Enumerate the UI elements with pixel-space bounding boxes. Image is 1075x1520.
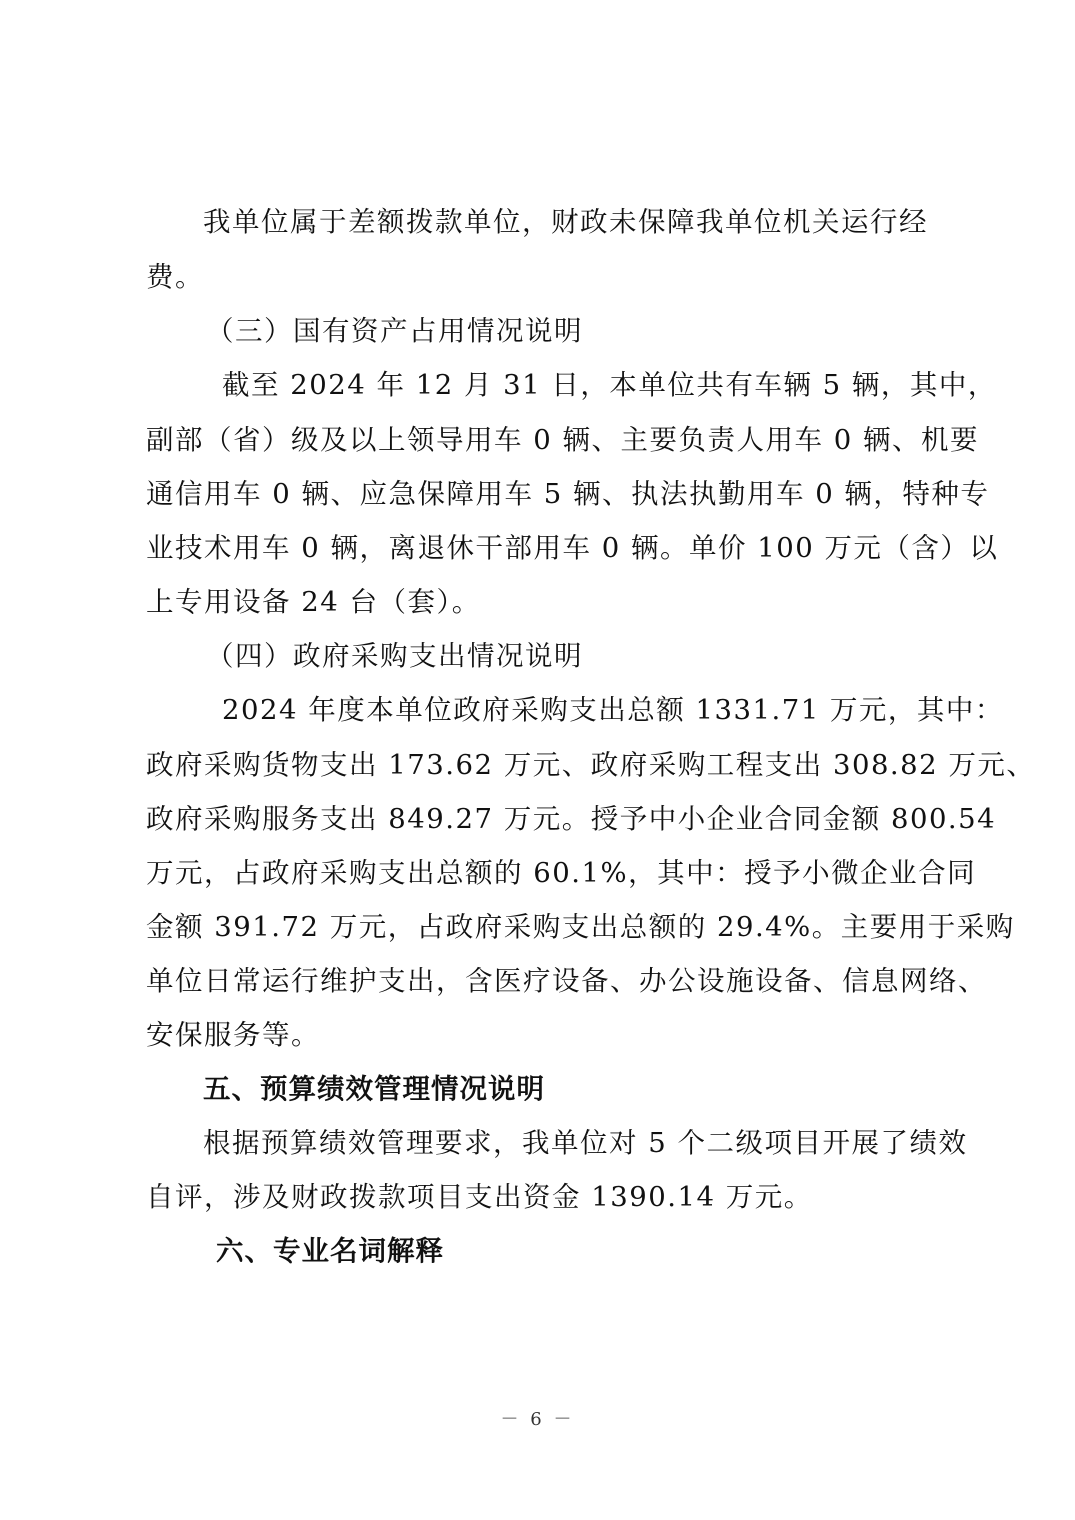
paragraph-line: 单位日常运行维护支出，含医疗设备、办公设施设备、信息网络、 xyxy=(146,965,987,997)
paragraph-line: 截至 2024 年 12 月 31 日，本单位共有车辆 5 辆，其中， xyxy=(222,369,997,401)
paragraph-line: 上专用设备 24 台（套）。 xyxy=(146,586,481,618)
paragraph-line: 自评，涉及财政拨款项目支出资金 1390.14 万元。 xyxy=(146,1181,813,1213)
paragraph-line: 安保服务等。 xyxy=(146,1019,320,1051)
paragraph-line: 2024 年度本单位政府采购支出总额 1331.71 万元，其中： xyxy=(222,694,1004,726)
paragraph-line: 业技术用车 0 辆，离退休干部用车 0 辆。单价 100 万元（含）以 xyxy=(146,532,999,564)
section-heading: （四）政府采购支出情况说明 xyxy=(206,640,583,672)
paragraph-line: 费。 xyxy=(146,261,204,293)
paragraph-line: 政府采购服务支出 849.27 万元。授予中小企业合同金额 800.54 xyxy=(146,803,997,835)
paragraph-line: 根据预算绩效管理要求，我单位对 5 个二级项目开展了绩效 xyxy=(203,1127,968,1159)
section-heading: （三）国有资产占用情况说明 xyxy=(206,315,583,347)
paragraph-line: 金额 391.72 万元，占政府采购支出总额的 29.4%。主要用于采购 xyxy=(146,911,1015,943)
paragraph-line: 我单位属于差额拨款单位，财政未保障我单位机关运行经 xyxy=(203,206,928,238)
paragraph-line: 万元，占政府采购支出总额的 60.1%，其中：授予小微企业合同 xyxy=(146,857,977,889)
paragraph-line: 通信用车 0 辆、应急保障用车 5 辆、执法执勤用车 0 辆，特种专 xyxy=(146,478,990,510)
paragraph-line: 政府采购货物支出 173.62 万元、政府采购工程支出 308.82 万元、 xyxy=(146,749,1036,781)
page-number: － 6 － xyxy=(500,1409,575,1430)
paragraph-line: 副部（省）级及以上领导用车 0 辆、主要负责人用车 0 辆、机要 xyxy=(146,424,979,456)
section-heading-bold: 五、预算绩效管理情况说明 xyxy=(203,1073,545,1105)
section-heading-bold: 六、专业名词解释 xyxy=(216,1235,444,1267)
